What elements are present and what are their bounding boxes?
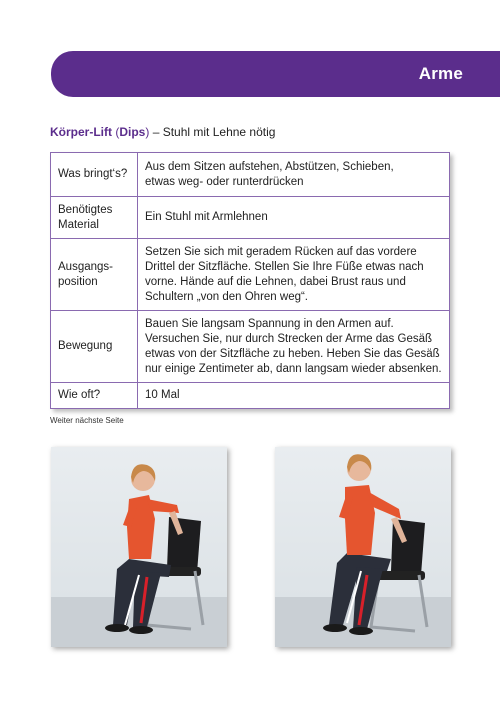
exercise-info-table bbox=[50, 152, 450, 409]
exercise-alt-name: Dips bbox=[119, 125, 146, 139]
row-label: Was bringt‘s? bbox=[51, 153, 138, 197]
row-value bbox=[138, 153, 450, 197]
exercise-paren-close: ) bbox=[145, 125, 150, 139]
row-value: Ein Stuhl mit Armlehnen bbox=[138, 197, 450, 239]
table-row bbox=[51, 311, 450, 383]
exercise-photo-lift bbox=[275, 447, 451, 647]
value-line: Bauen Sie langsam Spannung in den Armen auf. bbox=[145, 317, 394, 330]
exercise-name: Körper-Lift bbox=[50, 125, 112, 139]
table-row bbox=[51, 197, 450, 239]
row-value: 10 Mal bbox=[138, 383, 450, 409]
section-title: Arme bbox=[418, 64, 463, 83]
exercise-paren-open: ( bbox=[115, 125, 120, 139]
section-header-bar bbox=[51, 51, 500, 97]
table-row bbox=[51, 239, 450, 311]
value-line: etwas weg- oder runterdrücken bbox=[145, 175, 304, 188]
label-line: Ausgangs- bbox=[58, 260, 113, 273]
exercise-subtitle: – Stuhl mit Lehne nötig bbox=[149, 125, 276, 139]
table-row bbox=[51, 383, 450, 409]
value-line: etwas von der Sitzfläche zu heben. Heben Sie das Gesäß bbox=[145, 347, 440, 360]
value-line: Schultern „von den Ohren weg“. bbox=[145, 290, 309, 303]
continued-note: Weiter nächste Seite bbox=[50, 416, 124, 425]
row-label bbox=[51, 197, 138, 239]
label-line: Material bbox=[58, 218, 99, 231]
label-line: Benötigtes bbox=[58, 203, 113, 216]
exercise-title bbox=[50, 125, 275, 139]
row-label bbox=[51, 239, 138, 311]
row-label: Bewegung bbox=[51, 311, 138, 383]
exercise-photo-start bbox=[51, 447, 227, 647]
value-line: Aus dem Sitzen aufstehen, Abstützen, Schieben, bbox=[145, 160, 394, 173]
row-value bbox=[138, 311, 450, 383]
value-line: Versuchen Sie, nur durch Strecken der Arme das Gesäß bbox=[145, 332, 433, 345]
row-label: Wie oft? bbox=[51, 383, 138, 409]
table-row bbox=[51, 153, 450, 197]
label-line: position bbox=[58, 275, 98, 288]
value-line: Drittel der Sitzfläche. Stellen Sie Ihre Füße etwas nach bbox=[145, 260, 424, 273]
value-line: vorne. Hände auf die Lehnen, dabei Brust raus und bbox=[145, 275, 406, 288]
row-value bbox=[138, 239, 450, 311]
value-line: nur einige Zentimeter ab, dann langsam wieder absenken. bbox=[145, 362, 442, 375]
value-line: Setzen Sie sich mit geradem Rücken auf das vordere bbox=[145, 245, 417, 258]
